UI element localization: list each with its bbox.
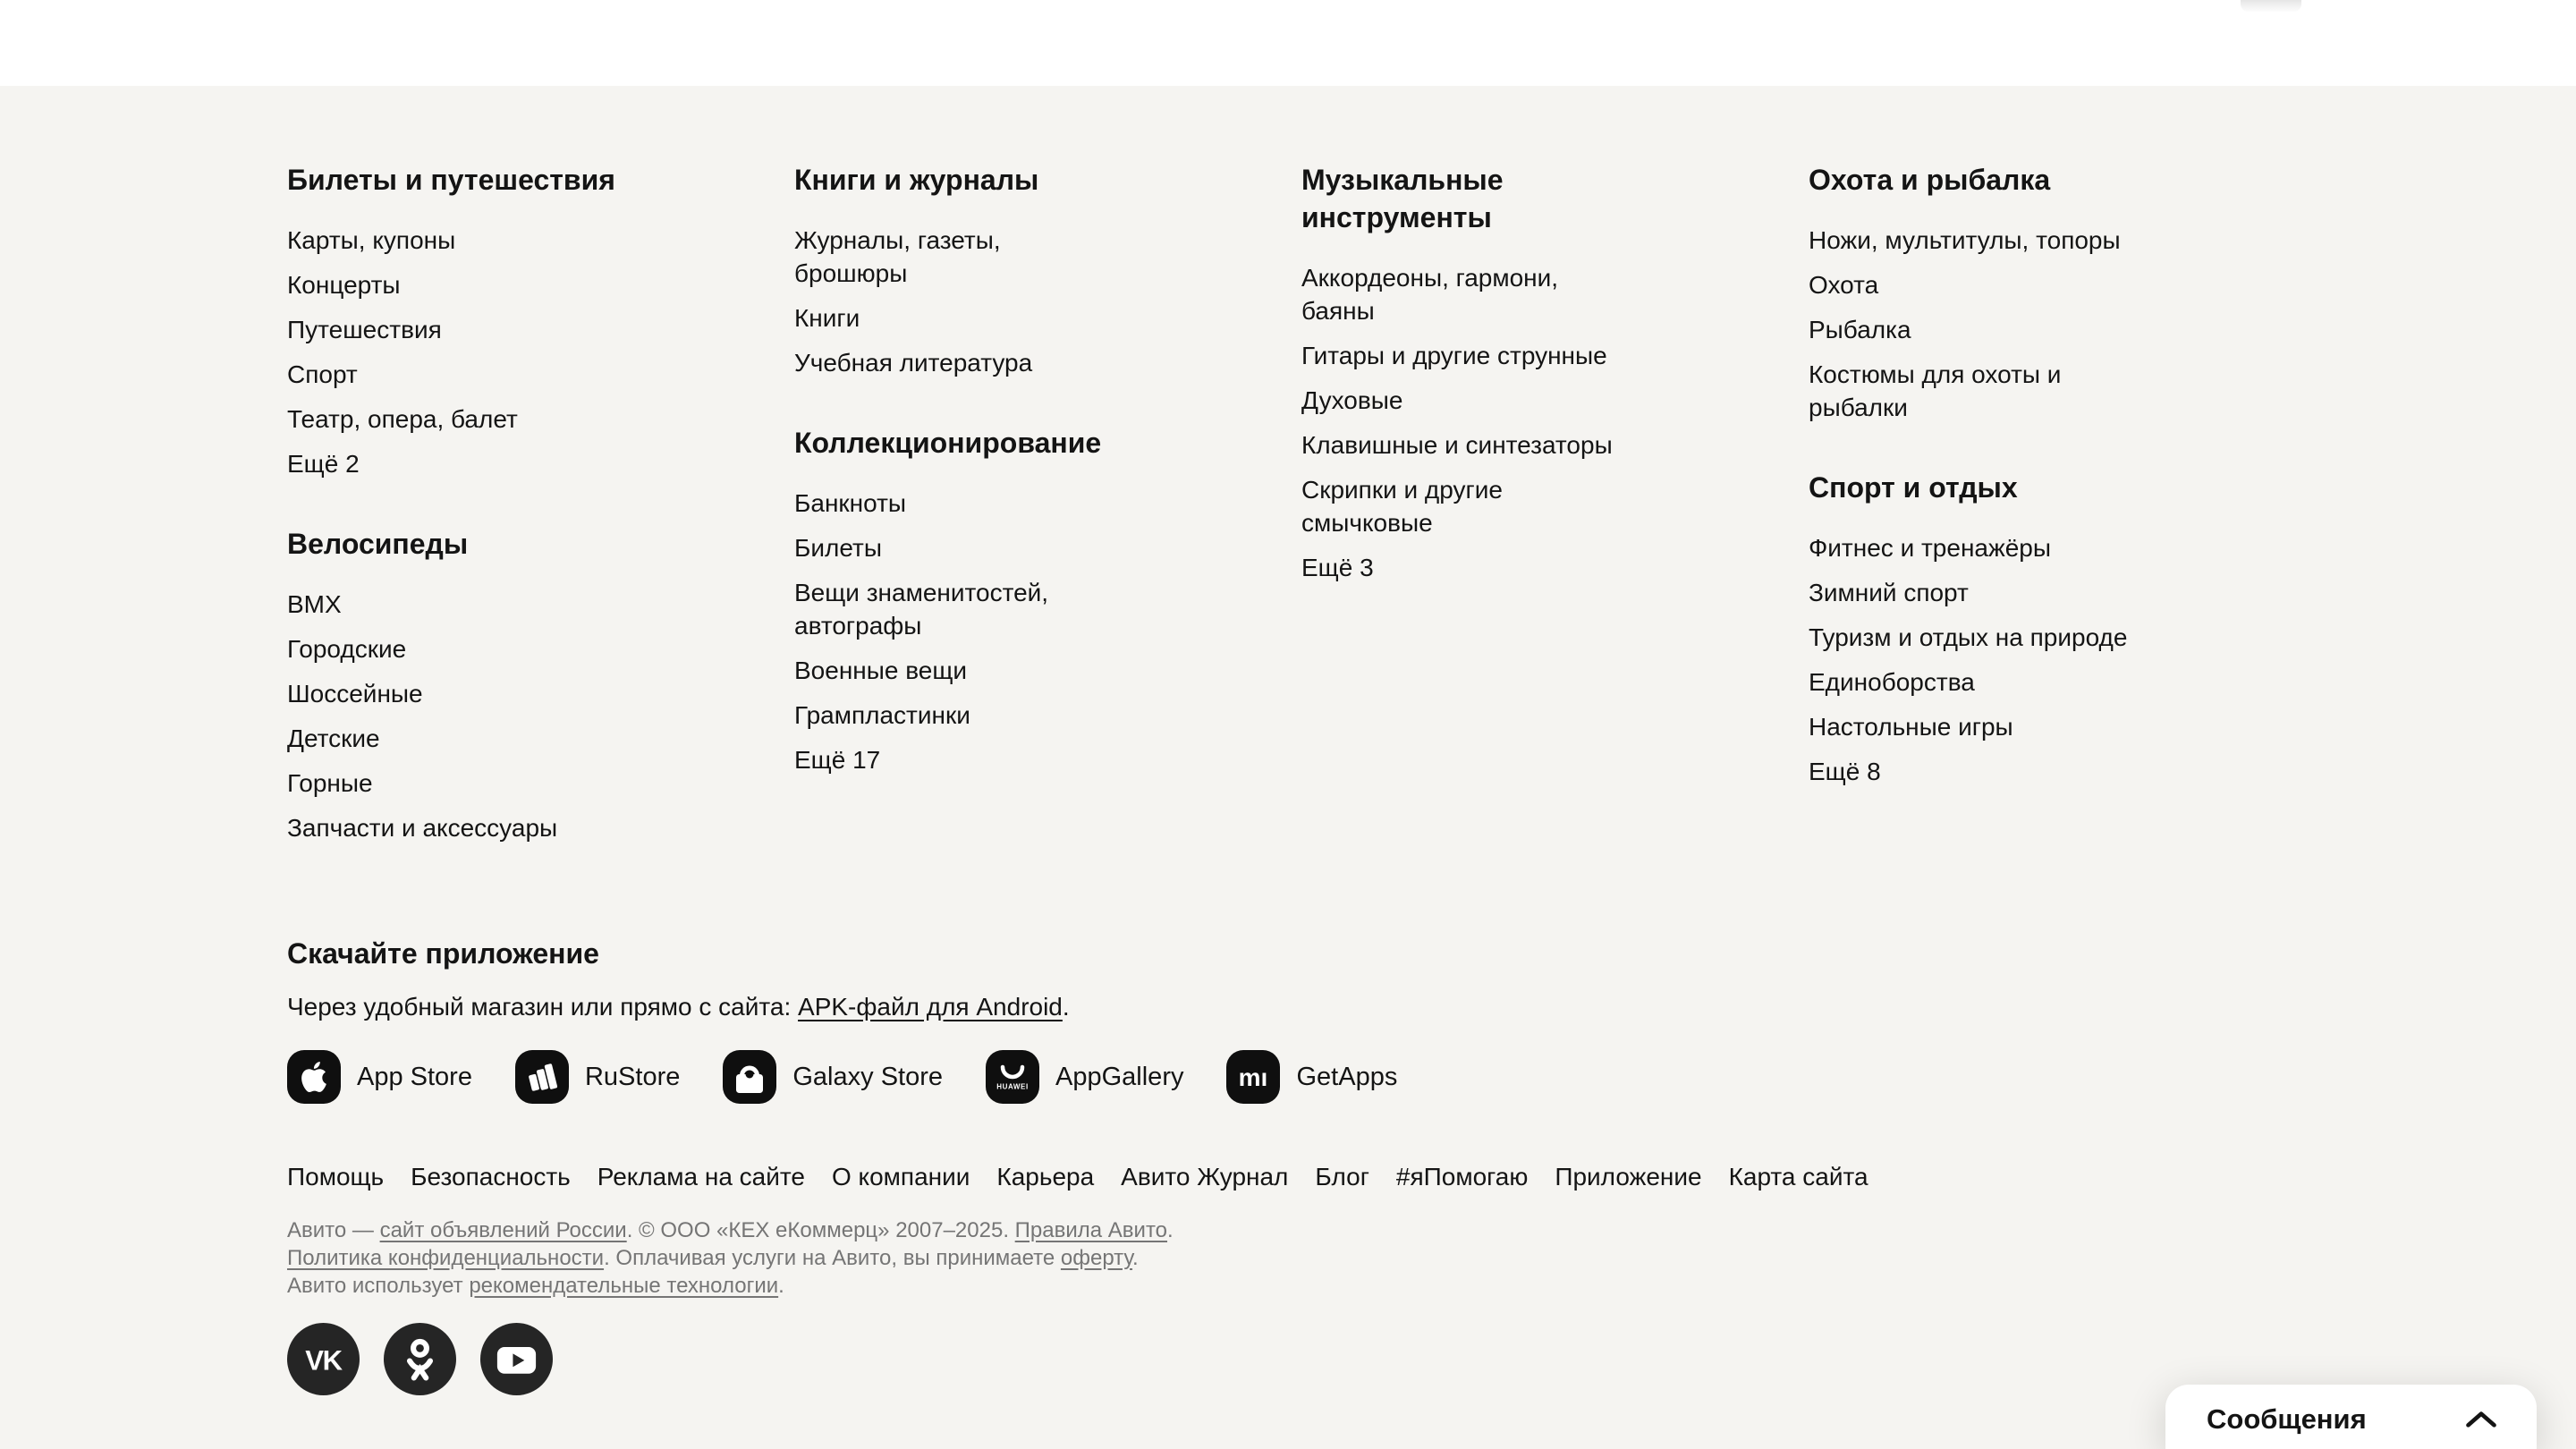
app-download-subtitle-period: .: [1062, 993, 1070, 1021]
category-section: [1301, 161, 1809, 584]
apple-icon: [287, 1050, 341, 1104]
category-columns: [287, 161, 2576, 856]
scrolled-element-shadow: [2241, 0, 2301, 13]
footer-nav: [287, 1163, 2576, 1191]
category-link[interactable]: Карты, купоны: [287, 226, 456, 254]
category-section: [794, 161, 1301, 379]
footer-nav-link[interactable]: Реклама на сайте: [597, 1163, 805, 1191]
messages-widget-label: Сообщения: [2207, 1403, 2367, 1435]
store-badge-label: GetApps: [1296, 1062, 1398, 1091]
category-link[interactable]: Книги: [794, 304, 860, 332]
footer-nav-link[interactable]: Безопасность: [411, 1163, 571, 1191]
category-link[interactable]: Грампластинки: [794, 701, 970, 729]
category-link[interactable]: Детские: [287, 724, 380, 752]
legal-line: [287, 1244, 1271, 1272]
footer-nav-link[interactable]: О компании: [831, 1163, 970, 1191]
social-link-youtube[interactable]: [480, 1323, 553, 1395]
getapps-icon: [1226, 1050, 1280, 1104]
store-badges-row: [287, 1050, 2576, 1104]
category-link[interactable]: Ещё 3: [1301, 554, 1374, 581]
category-link[interactable]: Ножи, мультитулы, топоры: [1809, 226, 2121, 254]
category-link[interactable]: Ещё 8: [1809, 758, 1881, 785]
footer-nav-link[interactable]: Приложение: [1555, 1163, 1702, 1191]
app-download-subtitle-text: Через удобный магазин или прямо с сайта:: [287, 993, 799, 1021]
footer-nav-link[interactable]: Блог: [1315, 1163, 1369, 1191]
category-link[interactable]: Вещи знаменитостей, автографы: [794, 579, 1049, 640]
category-link[interactable]: Журналы, газеты, брошюры: [794, 226, 1001, 287]
category-column: [287, 161, 794, 856]
page-content-above-footer: [0, 0, 2576, 86]
category-link[interactable]: BMX: [287, 590, 342, 618]
store-badge-label: Galaxy Store: [792, 1062, 944, 1091]
apk-file-link[interactable]: APK-файл для Android: [798, 993, 1063, 1021]
rustore-icon: [515, 1050, 569, 1104]
category-link[interactable]: Путешествия: [287, 316, 442, 343]
category-link[interactable]: Билеты: [794, 534, 882, 562]
category-link[interactable]: Настольные игры: [1809, 713, 2013, 741]
category-link[interactable]: Охота: [1809, 271, 1879, 299]
footer: [0, 86, 2576, 1449]
category-section: [1809, 469, 2316, 788]
category-link[interactable]: Учебная литература: [794, 349, 1033, 377]
store-badge-label: AppGallery: [1055, 1062, 1184, 1091]
messages-widget[interactable]: [2165, 1385, 2537, 1449]
category-section-title[interactable]: Спорт и отдых: [1809, 471, 2018, 504]
store-badge-label: RuStore: [584, 1062, 681, 1091]
app-download-subtitle: [287, 990, 2576, 1023]
legal-text: [287, 1216, 1271, 1300]
category-link[interactable]: Городские: [287, 635, 407, 663]
legal-text-segment: . Оплачивая услуги на Авито, вы принимаете: [604, 1246, 1061, 1270]
footer-nav-link[interactable]: #яПомогаю: [1395, 1163, 1529, 1191]
appgallery-icon: [986, 1050, 1039, 1104]
store-badge-label: App Store: [357, 1062, 472, 1091]
category-link[interactable]: Спорт: [287, 360, 358, 388]
category-link[interactable]: Рыбалка: [1809, 316, 1911, 343]
category-column: [1301, 161, 1809, 596]
svg-text:VK: VK: [305, 1344, 342, 1377]
category-section-title[interactable]: Билеты и путешествия: [287, 164, 615, 196]
footer-nav-link[interactable]: Авито Журнал: [1121, 1163, 1289, 1191]
category-link[interactable]: Военные вещи: [794, 657, 968, 684]
category-link[interactable]: Клавишные и синтезаторы: [1301, 431, 1613, 459]
category-section-title[interactable]: Охота и рыбалка: [1809, 164, 2051, 196]
category-section-title[interactable]: Музыкальные инструменты: [1301, 164, 1504, 233]
category-link[interactable]: Шоссейные: [287, 680, 423, 708]
legal-link[interactable]: оферту: [1060, 1246, 1133, 1270]
ok-icon: [384, 1323, 456, 1395]
footer-nav-link[interactable]: Помощь: [287, 1163, 385, 1191]
category-section: [1809, 161, 2316, 424]
category-link[interactable]: Горные: [287, 769, 373, 797]
category-link[interactable]: Банкноты: [794, 489, 907, 517]
category-link[interactable]: Гитары и другие струнные: [1301, 342, 1607, 369]
category-link[interactable]: Запчасти и аксессуары: [287, 814, 558, 842]
category-link[interactable]: Театр, опера, балет: [287, 405, 518, 433]
category-link[interactable]: Единоборства: [1809, 668, 1975, 696]
category-section: [794, 424, 1301, 776]
social-link-vk[interactable]: [287, 1323, 360, 1395]
category-link[interactable]: Ещё 2: [287, 450, 360, 478]
category-section-title[interactable]: Книги и журналы: [794, 164, 1039, 196]
app-download-section: [287, 935, 2576, 1104]
category-link[interactable]: Духовые: [1301, 386, 1403, 414]
legal-text-segment: .: [1167, 1218, 1174, 1242]
legal-line: [287, 1216, 1271, 1244]
legal-link[interactable]: Правила Авито: [1014, 1218, 1168, 1242]
galaxy-store-icon: [723, 1050, 776, 1104]
category-section: [287, 525, 794, 844]
category-link[interactable]: Зимний спорт: [1809, 579, 1969, 606]
app-download-title: Скачайте приложение: [287, 937, 599, 970]
store-badge[interactable]: [1226, 1050, 1397, 1104]
store-badge[interactable]: [723, 1050, 943, 1104]
store-badge[interactable]: [986, 1050, 1183, 1104]
store-badge[interactable]: [287, 1050, 472, 1104]
chevron-up-icon: [2463, 1409, 2499, 1430]
category-section-title[interactable]: Велосипеды: [287, 528, 469, 560]
legal-text-segment: . © ООО «КЕХ еКоммерц» 2007–2025.: [626, 1218, 1015, 1242]
youtube-icon: [480, 1323, 553, 1395]
legal-text-segment: Авито —: [287, 1218, 380, 1242]
category-column: [1809, 161, 2316, 800]
category-section: [287, 161, 794, 480]
vk-icon: [287, 1323, 360, 1395]
legal-link[interactable]: Политика конфиденциальности: [287, 1246, 605, 1270]
category-link[interactable]: Фитнес и тренажёры: [1809, 534, 2051, 562]
category-link[interactable]: Концерты: [287, 271, 401, 299]
svg-text:mı: mı: [1239, 1063, 1268, 1091]
category-column: [794, 161, 1301, 788]
legal-text-segment: .: [1132, 1246, 1139, 1270]
category-link[interactable]: Туризм и отдых на природе: [1809, 623, 2128, 651]
store-badge[interactable]: [515, 1050, 680, 1104]
category-section-title[interactable]: Коллекционирование: [794, 427, 1102, 459]
legal-line: [287, 1272, 1271, 1300]
category-link[interactable]: Костюмы для охоты и рыбалки: [1809, 360, 2062, 421]
category-link[interactable]: Ещё 17: [794, 746, 881, 774]
social-link-ok[interactable]: [384, 1323, 456, 1395]
footer-nav-link[interactable]: Карьера: [996, 1163, 1095, 1191]
legal-text-segment: Авито использует: [287, 1274, 470, 1298]
footer-nav-link[interactable]: Карта сайта: [1728, 1163, 1868, 1191]
legal-text-segment: .: [778, 1274, 784, 1298]
legal-link[interactable]: сайт объявлений России: [379, 1218, 627, 1242]
svg-text:HUAWEI: HUAWEI: [996, 1082, 1029, 1091]
legal-link[interactable]: рекомендательные технологии: [469, 1274, 779, 1298]
category-link[interactable]: Скрипки и другие смычковые: [1301, 476, 1503, 537]
category-link[interactable]: Аккордеоны, гармони, баяны: [1301, 264, 1559, 325]
